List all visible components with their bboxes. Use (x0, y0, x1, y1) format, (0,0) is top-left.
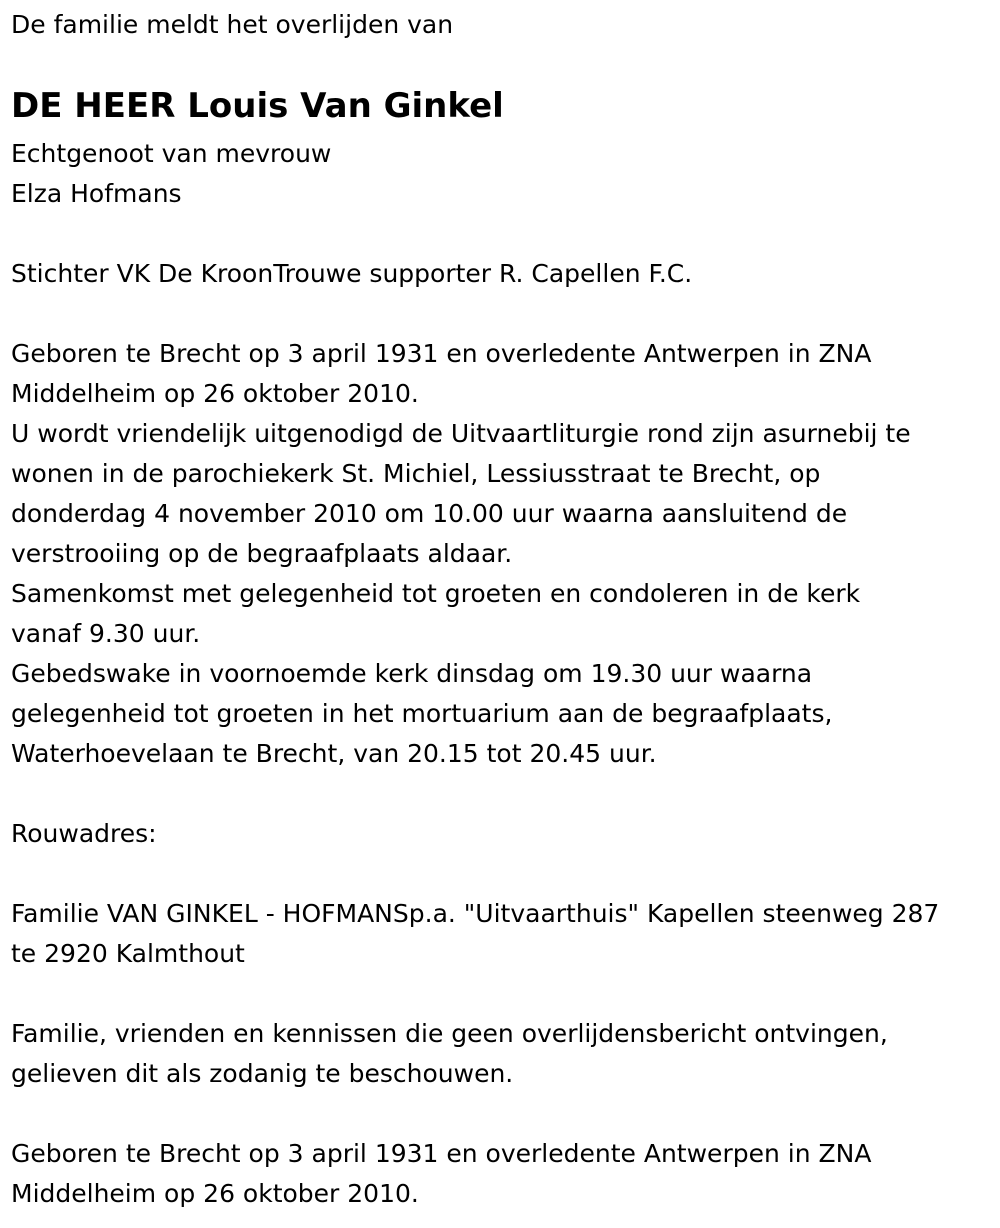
notice-block (11, 1014, 888, 1094)
paragraph-line: donderdag 4 november 2010 om 10.00 uur waarna aansluitend de (11, 499, 848, 528)
paragraph-line: Middelheim op 26 oktober 2010. (11, 379, 419, 408)
paragraph-line: Geboren te Brecht op 3 april 1931 en overledente Antwerpen in ZNA (11, 339, 872, 368)
paragraph-line: Gebedswake in voornoemde kerk dinsdag om 19.30 uur waarna (11, 659, 813, 688)
closing-line: Geboren te Brecht op 3 april 1931 en overledente Antwerpen in ZNA (11, 1139, 872, 1168)
spouse-block (11, 134, 331, 214)
closing-block (11, 1134, 871, 1214)
notice-line: Familie, vrienden en kennissen die geen overlijdensbericht ontvingen, (11, 1019, 888, 1048)
paragraph-line: wonen in de parochiekerk St. Michiel, Lessiusstraat te Brecht, op (11, 459, 821, 488)
paragraph-line: Waterhoevelaan te Brecht, van 20.15 tot 20.45 uur. (11, 739, 657, 768)
paragraph-line: gelegenheid tot groeten in het mortuarium aan de begraafplaats, (11, 699, 833, 728)
address-block (11, 894, 939, 974)
address-line: te 2920 Kalmthout (11, 939, 245, 968)
paragraph-line: vanaf 9.30 uur. (11, 619, 201, 648)
notice-line: gelieven dit als zodanig te beschouwen. (11, 1059, 514, 1088)
address-label: Rouwadres: (11, 819, 157, 848)
deceased-name: DE HEER Louis Van Ginkel (11, 86, 504, 126)
spouse-name: Elza Hofmans (11, 179, 182, 208)
paragraph-line: U wordt vriendelijk uitgenodigd de Uitvaartliturgie rond zijn asurnebij te (11, 419, 911, 448)
address-label-block (11, 814, 157, 854)
paragraph-line: Samenkomst met gelegenheid tot groeten en condoleren in de kerk (11, 579, 861, 608)
closing-line: Middelheim op 26 oktober 2010. (11, 1179, 419, 1208)
spouse-line: Echtgenoot van mevrouw (11, 139, 332, 168)
intro-text: De familie meldt het overlijden van (11, 10, 454, 39)
address-line: Familie VAN GINKEL - HOFMANSp.a. "Uitvaarthuis" Kapellen steenweg 287 (11, 899, 940, 928)
main-paragraph (11, 334, 911, 774)
paragraph-line: verstrooiing op de begraafplaats aldaar. (11, 539, 513, 568)
roles-text: Stichter VK De KroonTrouwe supporter R. Capellen F.C. (11, 259, 693, 288)
roles-block (11, 254, 692, 294)
